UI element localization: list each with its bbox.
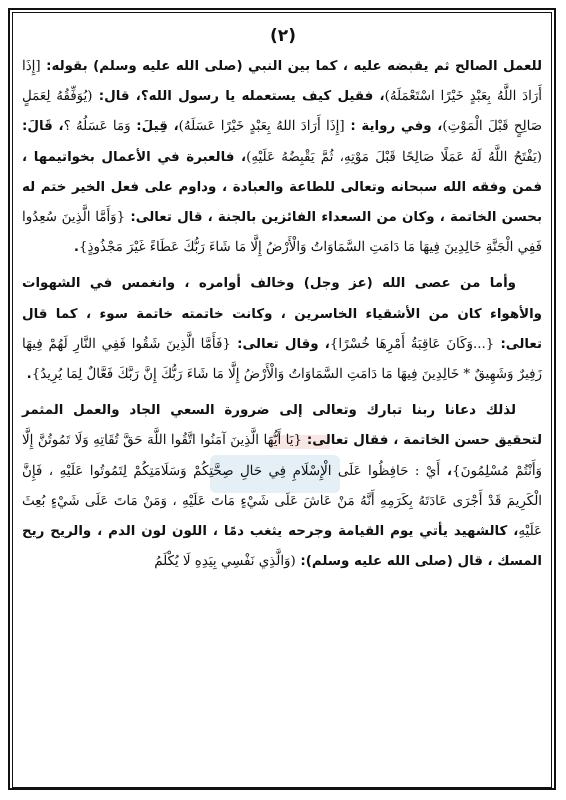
body-text: ، قِيلَ: [130,119,179,135]
quoted-text: وَمَا عَسَلُهُ ؟ [63,119,131,135]
body-text: ، قَالَ: [22,119,64,135]
quoted-text: {فَأَمَّا الَّذِينَ شَقُوا فَفِي النَّارِ لَهُمْ فِيهَا زَفِيرٌ وَشَهِيقٌ * خَالِدِينَ فِيهَا مَا دَامَتِ السَّمَاوَاتُ وَالْأَرْضُ إِلَّا مَا شَاءَ رَبُّكَ إِنَّ رَبَّكَ فَعَّالٌ لِمَا يُرِيدُ} [22,336,542,383]
quoted-text: (يَفْتَحُ اللَّهُ لَهُ عَمَلًا صَالِحًا قَبْلَ مَوْتِهِ، ثُمَّ يَقْبِضُهُ عَلَيْهِ) [246,149,543,165]
page-number: (٢) [270,26,296,46]
quoted-text: أَيْ : حَافِظُوا عَلَى الْإِسْلَامِ فِي حَالِ صِحَّتِكُمْ وَسَلَامَتِكُمْ لِتَمُوتُوا عَلَيْهِ ، فَإِنَّ الْكَرِيمَ قَدْ أَجْرَى عَادَتَهُ بِكَرَمِهِ أَنَّهُ مَنْ عَاشَ عَلَى شَيْءٍ مَاتَ عَلَيْهِ ، وَمَنْ مَاتَ عَلَى شَيْءٍ بُعِثَ عَلَيْهِ [22,463,542,540]
quoted-text: [إِذَا أَرَادَ اللهُ بِعَبْدٍ خَيْرًا عَسَلَهُ) [178,119,345,135]
body-text: . [26,367,32,383]
body-text: وأما من عصى الله (عز وجل) وخالف أوامره ، وانغمس في الشهوات والأهواء كان من الأشقياء الخاسرين ، وكانت خاتمته خاتمة سوء ، كما قال تعالى: [22,276,543,352]
quoted-text: (يُوَفِّقُهُ لِعَمَلٍ صَالِحٍ قَبْلَ الْمَوْتِ) [22,89,543,135]
body-text: . [73,240,79,256]
paragraph-3 [22,396,542,577]
quoted-text: {يَا أَيُّهَا الَّذِينَ آمَنُوا اتَّقُوا اللَّهَ حَقَّ تُقَاتِهِ وَلَا تَمُوتُنَّ إِلَّا وَأَنْتُمْ مُسْلِمُونَ} [22,433,543,479]
quoted-text: [إِذَا أَرَادَ اللَّهُ بِعَبْدٍ خَيْرًا اسْتَعْمَلَهُ) [22,59,543,105]
quoted-text: {...وَكَانَ عَاقِبَةُ أَمْرِهَا خُسْرًا} [329,336,495,352]
quoted-text: {وَأَمَّا الَّذِينَ سُعِدُوا فَفِي الْجَنَّةِ خَالِدِينَ فِيهَا مَا دَامَتِ السَّمَاوَاتُ وَالْأَرْضُ إِلَّا مَا شَاءَ رَبُّكَ عَطَاءً غَيْرَ مَجْذُوذٍ} [22,210,542,256]
body-text: ، فقيل كيف يستعمله يا رسول الله؟، قال: [92,89,385,105]
body-text: لذلك دعانا ربنا تبارك وتعالى إلى ضرورة السعي الجاد والعمل المثمر لتحقيق حسن الخاتمة ، فقال تعالى: [22,403,542,449]
paragraph-2 [22,269,542,390]
body-text: ، وقال تعالى: [230,336,330,352]
body-text: ، وفي رواية : [344,119,443,135]
body-text: ، [440,463,453,479]
document-body [22,52,542,583]
paragraph-1 [22,52,542,263]
body-text: للعمل الصالح ثم يقبضه عليه ، كما بين النبي (صلى الله عليه وسلم) بقوله: [40,59,542,74]
body-text: ، كالشهيد يأتي يوم القيامة وجرحه يثغب دمًا ، اللون لون الدم ، والريح ريح المسك ، قال (صلى الله عليه وسلم): [22,524,542,570]
body-text: ، فالعبرة في الأعمال بخواتيمها ، فمن وفقه الله سبحانه وتعالى للطاعة والعبادة ، وداوم على فعل الخير ختم له بحسن الخاتمة ، وكان من السعداء الفائزين بالجنة ، قال تعالى: [22,149,542,226]
quoted-text: (وَالَّذِي نَفْسِي بِيَدِهِ لَا يُكْلَمُ [154,554,296,570]
